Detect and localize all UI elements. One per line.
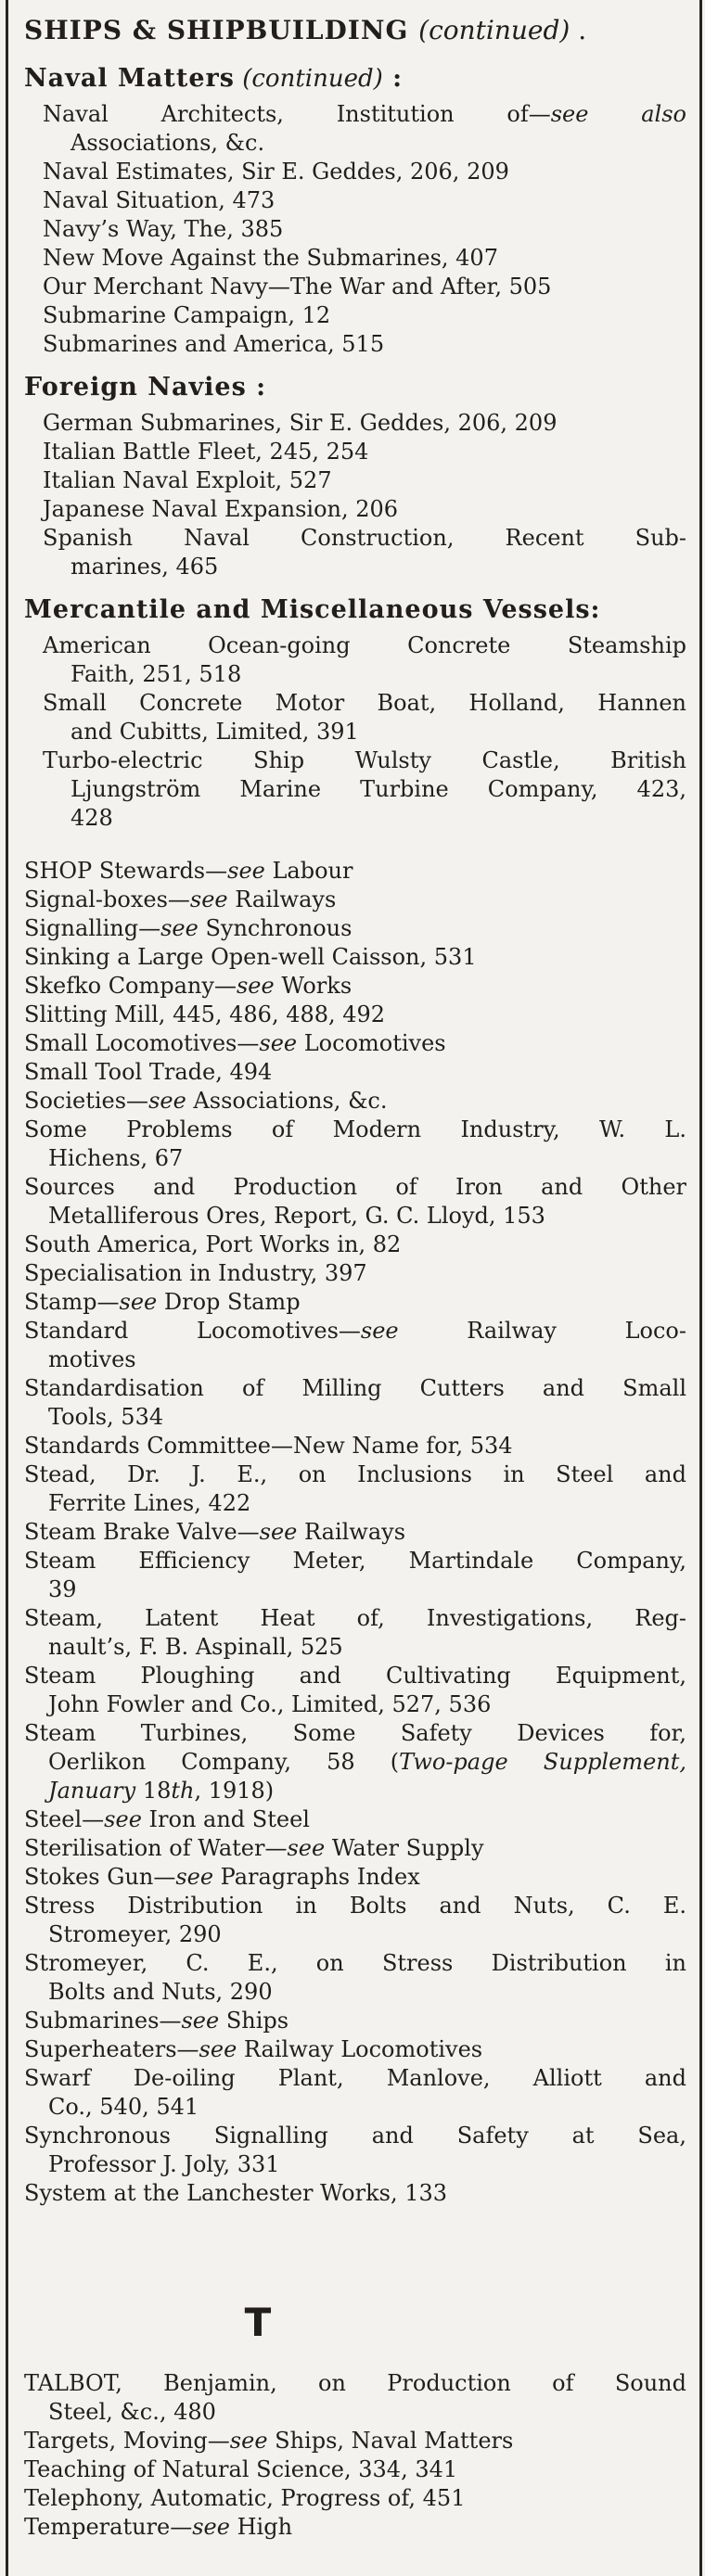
entry-line: Turbo-electric Ship Wulsty Castle, British [43,747,686,773]
index-entry [24,1460,686,1518]
index-entries [24,2369,686,2542]
entry-line: January 18th, 1918) [48,1778,275,1804]
section-heading-title: Foreign Navies [24,373,247,402]
subsection-entries [43,409,686,581]
index-entry [43,631,686,689]
section-heading-continued: (continued) [234,65,383,93]
entry-line: 428 [70,805,113,831]
entry-line: Naval Estimates, Sir E. Geddes, 206, 209 [43,159,509,185]
entry-line: Telephony, Automatic, Progress of, 451 [24,2485,466,2511]
entry-line: Slitting Mill, 445, 486, 488, 492 [24,1001,386,1027]
index-groups [24,63,686,2542]
index-entry [24,2122,686,2179]
entry-line: Steam Ploughing and Cultivating Equipment, [24,1663,686,1689]
entry-line: Metalliferous Ores, Report, G. C. Lloyd, 153 [48,1203,545,1229]
index-entry [24,1719,686,1805]
entry-line: Signal-boxes—see Railways [24,886,337,912]
index-entry [24,857,686,886]
index-entry [43,466,686,495]
index-entry [24,1231,686,1259]
subsection-entries [43,631,686,833]
index-entry [24,2007,686,2035]
index-entry [24,2427,686,2455]
entry-line: System at the Lanchester Works, 133 [24,2180,448,2206]
entry-line: New Move Against the Submarines, 407 [43,245,498,271]
entry-line: Professor J. Joly, 331 [48,2151,280,2177]
entry-line: Italian Naval Exploit, 527 [43,467,332,493]
index-entry [43,409,686,438]
index-entry [43,100,686,158]
section-heading-title: Naval Matters [24,64,235,93]
entry-line: Small Locomotives—see Locomotives [24,1030,446,1056]
entry-line: Sinking a Large Open-well Caisson, 531 [24,944,477,970]
index-entries [24,857,686,2208]
index-entry [24,1317,686,1374]
entry-line: Co., 540, 541 [48,2094,199,2120]
page-title-continued: (continued) [418,15,570,45]
index-entry [24,1029,686,1058]
index-entry [24,1547,686,1604]
entry-line: Oerlikon Company, 58 (Two-page Supplement, [48,1749,686,1775]
index-entry [24,1604,686,1662]
entry-line: Italian Battle Fleet, 245, 254 [43,439,369,465]
entry-line: Some Problems of Modern Industry, W. L. [24,1116,686,1142]
entry-line: Stromeyer, 290 [48,1921,222,1947]
entry-line: Faith, 251, 518 [70,661,242,687]
index-entry [24,1432,686,1460]
index-entry [43,524,686,581]
index-entry [24,972,686,1001]
index-entry [43,495,686,524]
entry-line: Targets, Moving—see Ships, Naval Matters [24,2428,514,2454]
section-heading-tail: : [382,64,404,93]
index-entry [43,215,686,244]
entry-line: Standards Committee—New Name for, 534 [24,1433,513,1459]
section-heading [24,372,686,403]
subsection-entries [43,100,686,359]
entry-line: Steel—see Iron and Steel [24,1806,310,1832]
index-entry [24,886,686,914]
index-entry [43,330,686,359]
entry-line: nault’s, F. B. Aspinall, 525 [48,1634,343,1660]
entry-line: Submarine Campaign, 12 [43,302,331,328]
entry-line: German Submarines, Sir E. Geddes, 206, 209 [43,410,558,436]
entry-line: Japanese Naval Expansion, 206 [43,496,399,522]
entry-line: Submarines—see Ships [24,2008,289,2034]
entry-line: Steam Turbines, Some Safety Devices for, [24,1720,686,1746]
entry-line: Small Tool Trade, 494 [24,1059,273,1085]
index-entry [43,301,686,330]
section-heading [24,63,686,95]
entry-line: SHOP Stewards—see Labour [24,858,353,884]
index-entry [43,186,686,215]
index-entry [24,2035,686,2064]
entry-line: motives [48,1346,136,1372]
entry-line: American Ocean-going Concrete Steamship [43,632,686,658]
index-entry [24,1259,686,1288]
entry-line: Navy’s Way, The, 385 [43,216,284,242]
index-entry [24,1834,686,1863]
entry-line: Swarf De-oiling Plant, Manlove, Alliott and [24,2065,686,2091]
entry-line: and Cubitts, Limited, 391 [70,719,359,745]
entry-line: Steam, Latent Heat of, Investigations, Reg- [24,1605,686,1631]
entry-line: Stead, Dr. J. E., on Inclusions in Steel and [24,1461,686,1487]
index-entry [24,2179,686,2208]
entry-line: Stress Distribution in Bolts and Nuts, C. E. [24,1893,686,1919]
index-entry [24,1288,686,1317]
entry-line: Associations, &c. [70,130,265,156]
index-entry [43,158,686,186]
index-entry [24,2455,686,2484]
entry-line: Tools, 534 [48,1404,164,1430]
index-entry [24,1001,686,1029]
entry-line: Superheaters—see Railway Locomotives [24,2036,483,2062]
entry-line: Ljungström Marine Turbine Company, 423, [70,776,686,802]
index-entry [24,2513,686,2542]
index-entry [43,244,686,273]
entry-line: Bolts and Nuts, 290 [48,1979,273,2005]
entry-line: Steel, &c., 480 [48,2399,216,2425]
index-entry [24,2369,686,2427]
index-entry [24,1173,686,1231]
entry-line: Submarines and America, 515 [43,331,385,357]
entry-line: marines, 465 [70,554,219,580]
index-entry [24,1949,686,2007]
page-title-main: SHIPS & SHIPBUILDING [24,15,409,45]
index-entry [24,1058,686,1087]
entry-line: Signalling—see Synchronous [24,915,352,941]
entry-line: Stokes Gun—see Paragraphs Index [24,1864,420,1890]
entry-line: Sterilisation of Water—see Water Supply [24,1835,484,1861]
entry-line: Societies—see Associations, &c. [24,1088,388,1114]
entry-line: Specialisation in Industry, 397 [24,1260,367,1286]
entry-line: John Fowler and Co., Limited, 527, 536 [48,1691,492,1717]
entry-line: Our Merchant Navy—The War and After, 505 [43,274,552,300]
entry-line: Hichens, 67 [48,1145,184,1171]
entry-line: Steam Efficiency Meter, Martindale Company, [24,1548,686,1574]
index-entry [43,689,686,746]
entry-line: Spanish Naval Construction, Recent Sub- [43,525,686,551]
index-entry [24,943,686,972]
index-entry [24,1662,686,1719]
entry-line: Stamp—see Drop Stamp [24,1289,301,1315]
index-entry [24,914,686,943]
index-entry [24,2064,686,2122]
entry-line: TALBOT, Benjamin, on Production of Sound [24,2370,686,2396]
entry-line: Standardisation of Milling Cutters and Small [24,1375,686,1401]
section-letter: T [244,2300,272,2345]
entry-line: Steam Brake Valve—see Railways [24,1519,406,1545]
index-entry [43,438,686,466]
entry-line: Teaching of Natural Science, 334, 341 [24,2456,458,2482]
index-entry [43,746,686,833]
entry-line: Small Concrete Motor Boat, Holland, Hannen [43,690,686,716]
index-entry [24,2484,686,2513]
page-title-tail: . [570,15,587,45]
index-entry [24,1374,686,1432]
page-title [24,11,686,50]
entry-line: Sources and Production of Iron and Other [24,1174,686,1200]
entry-line: Ferrite Lines, 422 [48,1490,251,1516]
index-entry [24,1116,686,1173]
entry-line: Standard Locomotives—see Railway Loco- [24,1318,686,1344]
section-heading [24,594,686,626]
entry-line: Naval Architects, Institution of—see also [43,101,686,127]
entry-line: Stromeyer, C. E., on Stress Distribution in [24,1950,686,1976]
entry-line: 39 [48,1576,77,1602]
index-entry [24,1892,686,1949]
entry-line: Naval Situation, 473 [43,187,276,213]
entry-line: Skefko Company—see Works [24,973,352,999]
index-entry [43,273,686,301]
index-entry [24,1805,686,1834]
index-entry [24,1087,686,1116]
section-heading-tail: : [590,595,601,624]
section-heading-tail: : [246,373,267,402]
entry-line: Temperature—see High [24,2514,293,2540]
index-entry [24,1518,686,1547]
index-entry [24,1863,686,1892]
section-heading-title: Mercantile and Miscellaneous Vessels [24,595,591,624]
entry-line: Synchronous Signalling and Safety at Sea, [24,2123,686,2149]
entry-line: South America, Port Works in, 82 [24,1231,402,1257]
